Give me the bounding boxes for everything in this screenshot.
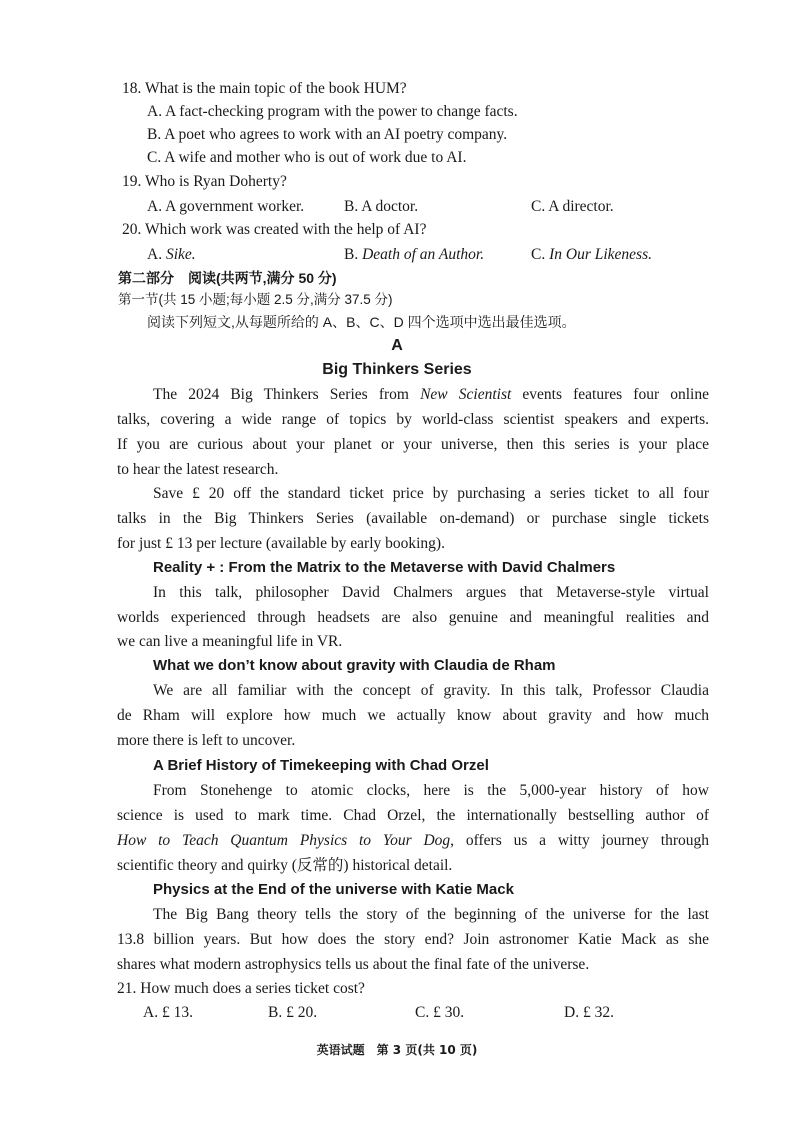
q20-option-a-title: Sike. [165,246,196,263]
talk4-title: Physics at the End of the universe with Katie Mack [153,881,514,898]
passage-title: Big Thinkers Series [322,361,472,378]
q20-option-b [344,245,484,265]
q20-option-a-prefix: A. [147,246,166,263]
q20-option-c-prefix: C. [531,246,550,263]
save-line-2: talks in the Big Thinkers Series (available on-demand) or purchase single tickets [117,510,709,527]
talk2-title: What we don’t know about gravity with Claudia de Rham [153,657,556,674]
talk3-line-3 [117,831,709,851]
talk3-line-1: From Stonehenge to atomic clocks, here is the 5,000-year history of how [153,782,709,799]
talk4-line-3: shares what modern astrophysics tells us about the final fate of the universe. [117,956,590,973]
q21-option-c: C. £ 30. [415,1004,465,1021]
q18-stem: 18. What is the main topic of the book HUM? [122,80,407,97]
intro-line-1-head: The 2024 Big Thinkers Series from [153,386,421,403]
q18-option-c: C. A wife and mother who is out of work due to AI. [147,149,467,166]
talk2-line-2: de Rham will explore how much we actually know about gravity and how much [117,707,709,724]
q20-option-c [531,245,652,265]
talk1-line-1: In this talk, philosopher David Chalmers argues that Metaverse-style virtual [153,584,709,601]
intro-line-1 [153,385,709,405]
part2-instruction: 阅读下列短文,从每题所给的 A、B、C、D 四个选项中选出最佳选项。 [147,314,576,330]
talk1-line-3: we can live a meaningful life in VR. [117,633,343,650]
part2-section1: 第一节(共 15 小题;每小题 2.5 分,满分 37.5 分) [118,292,393,307]
talk3-line-4: scientific theory and quirky (反常的) historical detail. [117,857,453,874]
talk1-title: Reality + : From the Matrix to the Metaverse with David Chalmers [153,559,616,576]
page-footer: 英语试题 第 3 页(共 10 页) [316,1043,478,1057]
q19-stem: 19. Who is Ryan Doherty? [122,173,287,190]
talk3-line-3-tail: , offers us a witty journey through [450,832,709,849]
talk4-line-2: 13.8 billion years. But how does the story end? Join astronomer Katie Mack as she [117,931,709,948]
q21-stem: 21. How much does a series ticket cost? [117,980,365,997]
q21-option-d: D. £ 32. [564,1004,614,1021]
q20-stem: 20. Which work was created with the help of AI? [122,221,427,238]
part2-heading: 第二部分 阅读(共两节,满分 50 分) [118,270,337,286]
intro-line-2: talks, covering a wide range of topics by world-class scientist speakers and experts. [117,411,709,428]
q18-option-a: A. A fact-checking program with the power to change facts. [147,103,518,120]
save-line-3: for just £ 13 per lecture (available by early booking). [117,535,445,552]
q19-option-c: C. A director. [531,198,614,215]
new-scientist-title: New Scientist [420,386,512,403]
talk3-title: A Brief History of Timekeeping with Chad Orzel [153,757,489,774]
talk2-line-3: more there is left to uncover. [117,732,296,749]
q21-option-a: A. £ 13. [143,1004,193,1021]
talk2-line-1: We are all familiar with the concept of gravity. In this talk, Professor Claudia [153,682,709,699]
q21-option-b: B. £ 20. [268,1004,318,1021]
passage-letter: A [391,337,403,354]
q20-option-a [147,245,196,265]
intro-line-4: to hear the latest research. [117,461,279,478]
q18-option-b: B. A poet who agrees to work with an AI poetry company. [147,126,508,143]
book-title: How to Teach Quantum Physics to Your Dog [117,832,451,849]
intro-line-3: If you are curious about your planet or your universe, then this series is your place [117,436,709,453]
q19-option-b: B. A doctor. [344,198,419,215]
talk1-line-2: worlds experienced through headsets are also genuine and meaningful realities and [117,609,709,626]
talk4-line-1: The Big Bang theory tells the story of the beginning of the universe for the last [153,906,709,923]
q20-option-b-title: Death of an Author. [362,246,485,263]
talk3-line-2: science is used to mark time. Chad Orzel, the internationally bestselling author of [117,807,709,824]
q20-option-b-prefix: B. [344,246,363,263]
save-line-1: Save £ 20 off the standard ticket price by purchasing a series ticket to all four [153,485,709,502]
intro-line-1-tail: events features four online [511,386,709,403]
q20-option-c-title: In Our Likeness. [549,246,652,263]
q19-option-a: A. A government worker. [147,198,305,215]
